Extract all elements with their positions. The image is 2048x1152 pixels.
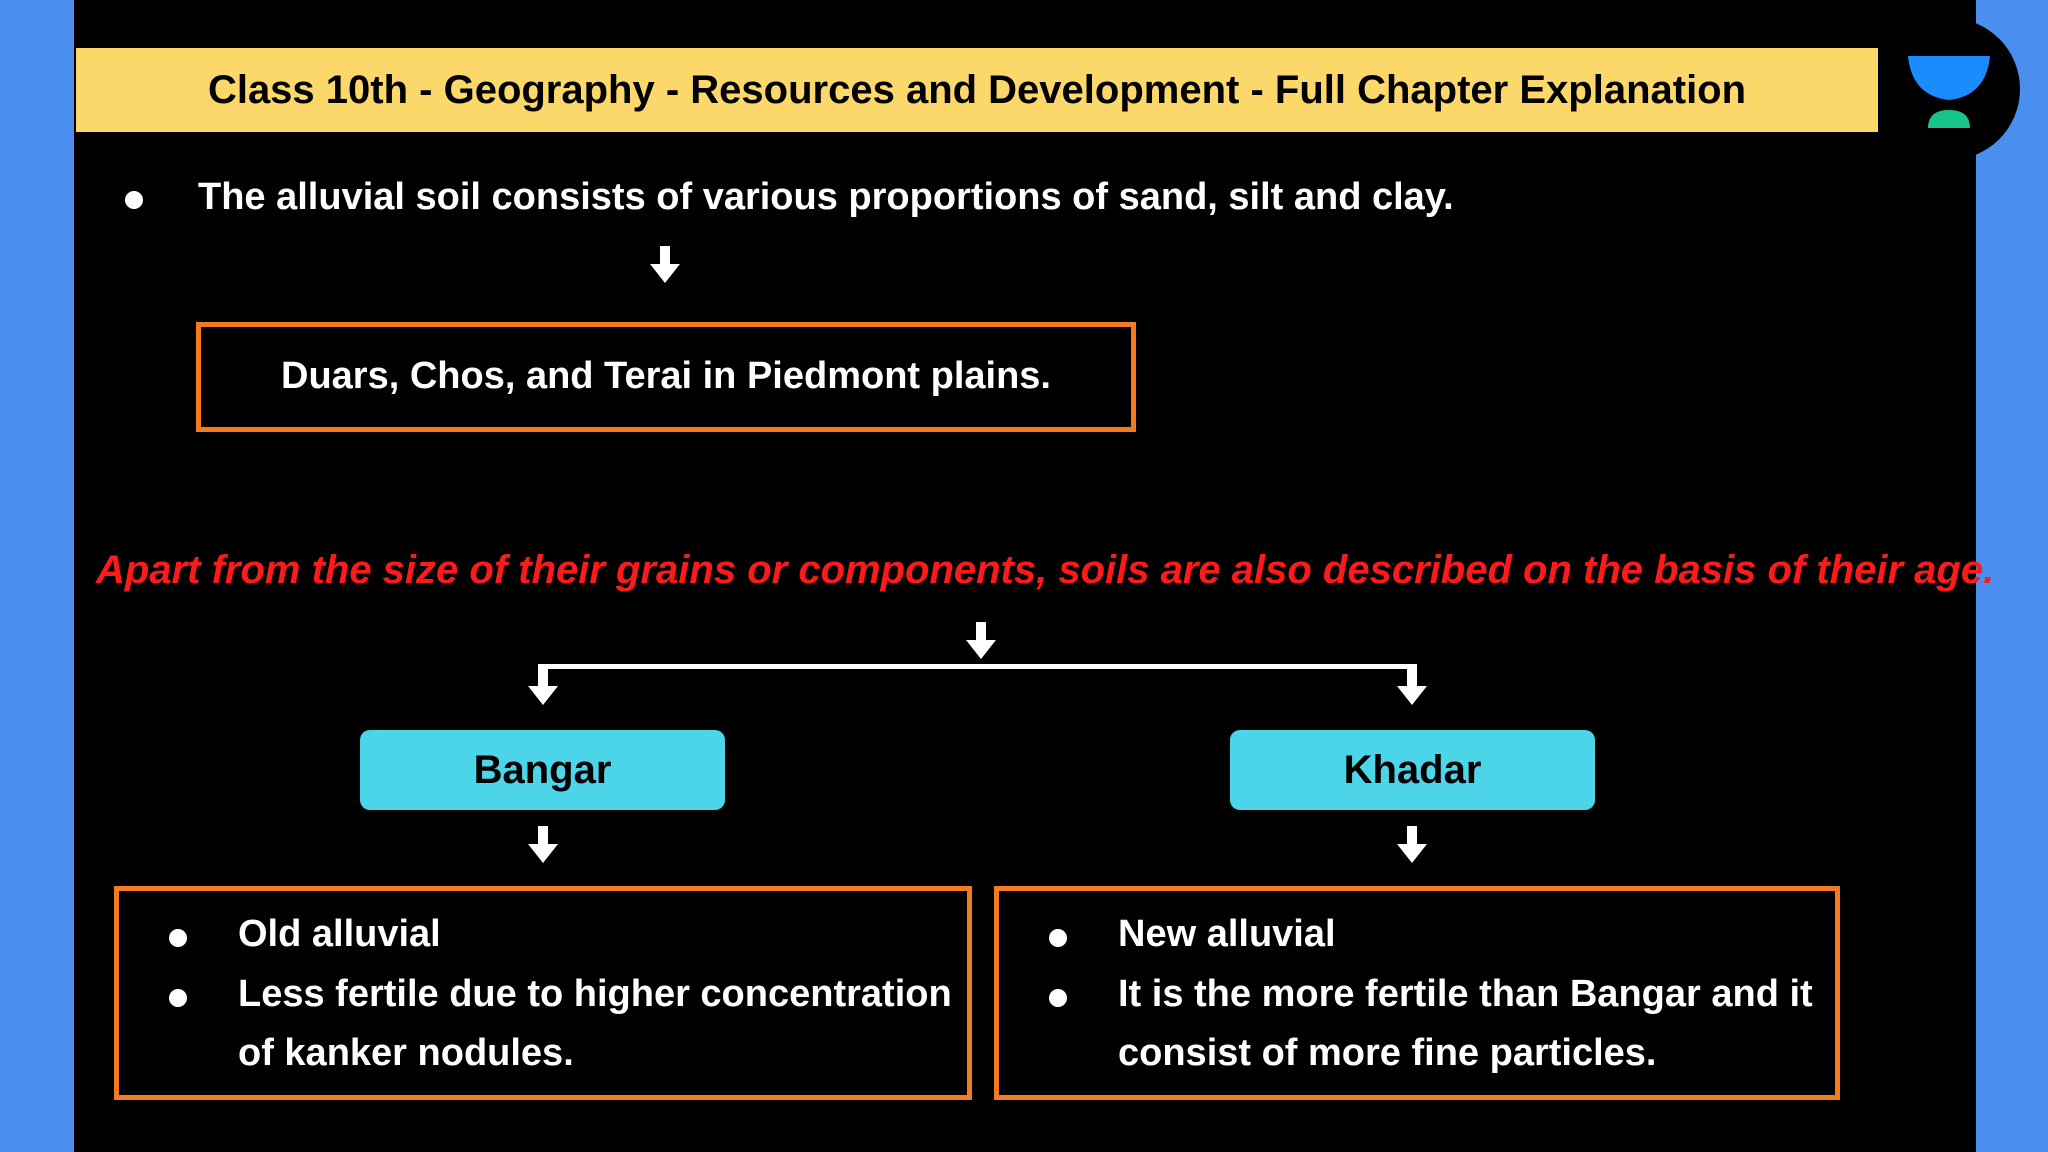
khadar-box: Khadar [1230,730,1595,810]
down-arrow-icon [1397,826,1427,863]
khadar-details-box [994,886,1840,1100]
down-arrow-icon [650,246,680,283]
intro-bullet-text: The alluvial soil consists of various proportions of sand, silt and clay. [198,176,1454,218]
bangar-details-box [114,886,972,1100]
bullet-icon [1049,989,1067,1007]
bullet-icon [169,989,187,1007]
down-arrow-icon [966,622,996,659]
bullet-icon [169,929,187,947]
piedmont-text: Duars, Chos, and Terai in Piedmont plains. [281,355,1051,397]
bangar-point-2-cont: of kanker nodules. [238,1032,574,1074]
khadar-point-2: It is the more fertile than Bangar and it [1118,973,1813,1015]
down-arrow-icon [528,664,558,705]
khadar-point-1: New alluvial [1118,913,1336,955]
age-statement: Apart from the size of their grains or components, soils are also described on the basis of their age. [96,548,1995,592]
bangar-point-1: Old alluvial [238,913,441,955]
bangar-box: Bangar [360,730,725,810]
page-title: Class 10th - Geography - Resources and Development - Full Chapter Explanation [76,48,1878,132]
bangar-point-2: Less fertile due to higher concentration [238,973,952,1015]
branch-connector [543,664,1417,669]
bullet-icon [1049,929,1067,947]
down-arrow-icon [528,826,558,863]
down-arrow-icon [1397,664,1427,705]
khadar-point-2-cont: consist of more fine particles. [1118,1032,1657,1074]
